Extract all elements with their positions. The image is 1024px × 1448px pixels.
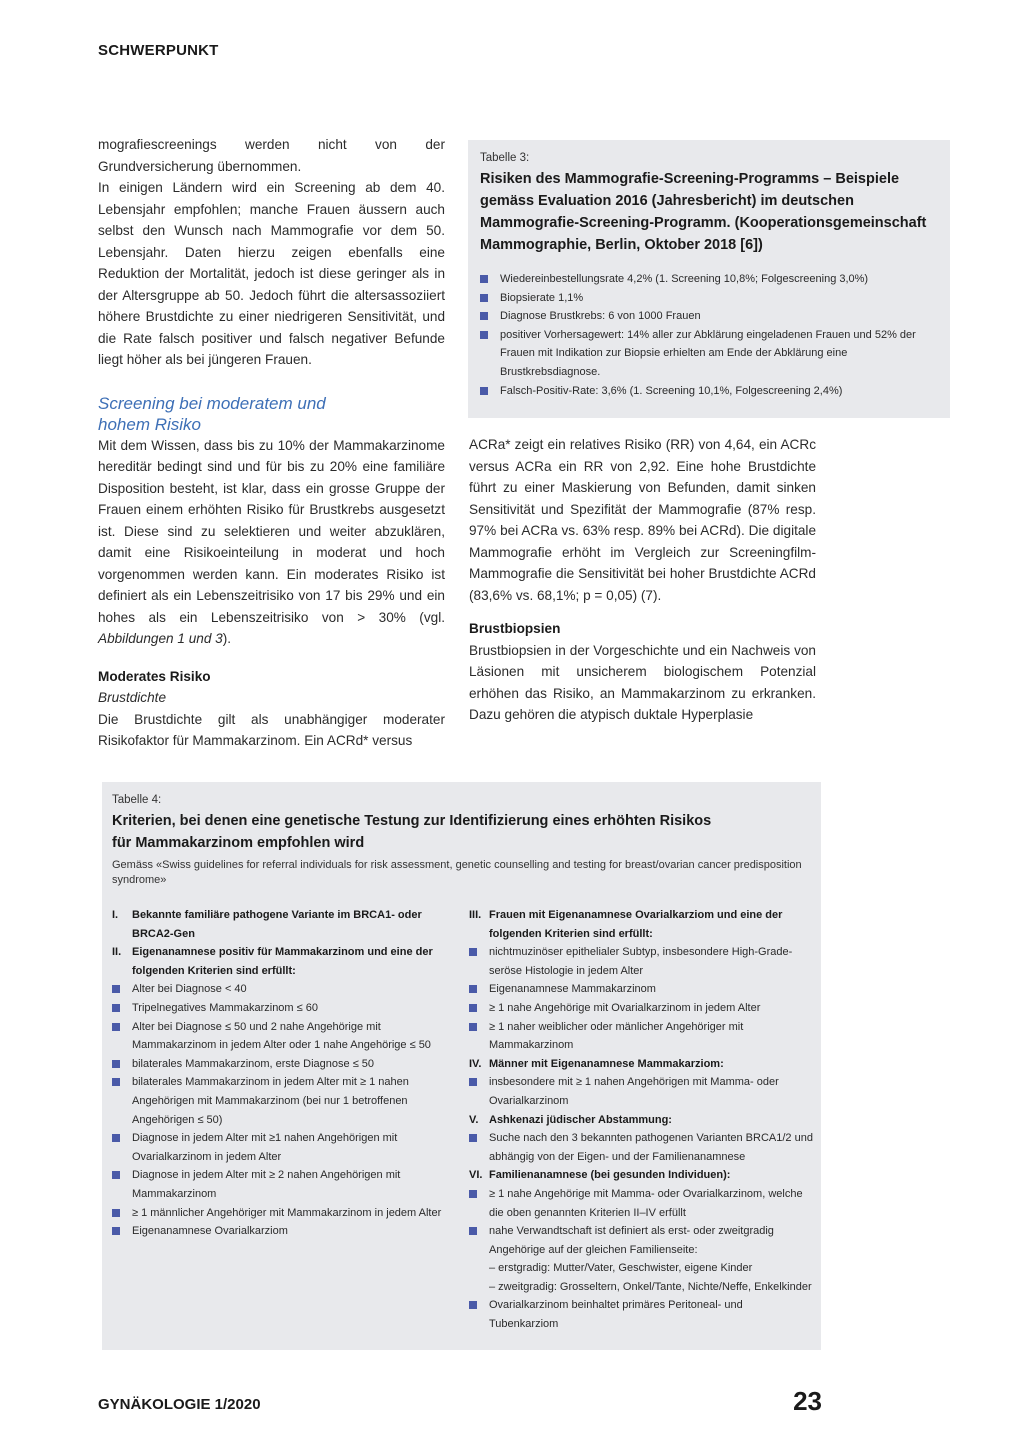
right-column [469, 434, 816, 726]
criterion-list [112, 980, 446, 1240]
list-item: Diagnose in jedem Alter mit ≥ 2 nahen Angehörigen mit Mammakarzinom [112, 1166, 446, 1203]
list-item: Biopsierate 1,1% [480, 289, 938, 308]
page-number: 23 [793, 1386, 822, 1416]
list-item: Alter bei Diagnose < 40 [112, 980, 446, 999]
criterion-heading: III. Frauen mit Eigenanamnese Ovarialkarziom und eine der folgenden Kriterien sind erfüllt: [469, 909, 783, 940]
table-title: Kriterien, bei denen eine genetische Testung zur Identifizierung eines erhöhten Risikos für Mammakarzinom empfohlen wird [112, 813, 712, 851]
list-item: Wiedereinbestellungsrate 4,2% (1. Screening 10,8%; Folgescreening 3,0%) [480, 270, 938, 289]
list-item: Ovarialkarzinom beinhaltet primäres Peritoneal- und Tubenkarziom [469, 1296, 813, 1333]
criterion-heading: II. Eigenanamnese positiv für Mammakarzinom und eine der folgenden Kriterien sind erfüllt: [112, 946, 433, 977]
paragraph: In einigen Ländern wird ein Screening ab dem 40. Lebensjahr empfohlen; manche Frauen äussern auch selbst den Wunsch nach Mammografie vor dem 50. Lebensjahr. Daten hierzu zeigen ebenfalls eine Reduktion der Mortalität, jedoch ist diese geringer als in der Altersgruppe ab 50. Jedoch führt die altersassoziiert höhere Brustdichte zu einer niedrigeren Sensitivität, und die Rate falsch positiver und falsch negativer Befunde liegt höher als bei jüngeren Frauen. [98, 180, 445, 367]
criterion-heading: V. Ashkenazi jüdischer Abstammung: [469, 1113, 672, 1126]
table-3-box [468, 140, 950, 418]
section-tag: SCHWERPUNKT [98, 42, 219, 59]
list-item: Alter bei Diagnose ≤ 50 und 2 nahe Angehörige mit Mammakarzinom in jedem Alter oder 1 nahe Angehörige ≤ 50 [112, 1018, 446, 1055]
paragraph: Brustbiopsien in der Vorgeschichte und ein Nachweis von Läsionen mit unsicherem biologischem Potenzial erhöhen das Risiko, an Mammakarzinom zu erkranken. Dazu gehören die atypisch duktale Hyperplasie [469, 642, 816, 722]
list-item: ≥ 1 männlicher Angehöriger mit Mammakarzinom in jedem Alter [112, 1204, 446, 1223]
criterion-list [469, 1073, 813, 1110]
list-item: Suche nach den 3 bekannten pathogenen Varianten BRCA1/2 und abhängig von der Eigen- und der Familienanamnese [469, 1129, 813, 1166]
criterion-heading: I. Bekannte familiäre pathogene Variante im BRCA1- oder BRCA2-Gen [112, 909, 422, 940]
criterion-heading: VI. Familienanamnese (bei gesunden Individuen): [469, 1169, 731, 1182]
table-subtitle: Gemäss «Swiss guidelines for referral individuals for risk assessment, genetic counselling and testing for breast/ovarian cancer predisposition syndrome» [112, 859, 802, 886]
table-title: Risiken des Mammografie-Screening-Programms – Beispiele gemäss Evaluation 2016 (Jahresbericht) im deutschen Mammografie-Screening-Programm. (Kooperationsgemeinschaft Mammographie, Berlin, Oktober 2018 [6]) [480, 171, 927, 253]
list-item: Diagnose Brustkrebs: 6 von 1000 Frauen [480, 307, 938, 326]
list-item: Eigenanamnese Mammakarzinom [469, 980, 813, 999]
dash-item: – zweitgradig: Grosseltern, Onkel/Tante, Nichte/Neffe, Enkelkinder [489, 1280, 812, 1293]
criterion-list [469, 943, 813, 1055]
list-item: Eigenanamnese Ovarialkarziom [112, 1222, 446, 1241]
table-label: Tabelle 3: [480, 152, 530, 164]
list-item: Falsch-Positiv-Rate: 3,6% (1. Screening 10,1%, Folgescreening 2,4%) [480, 382, 938, 401]
table-4-box [102, 782, 821, 1350]
paragraph: Die Brustdichte gilt als unabhängiger moderater Risikofaktor für Mammakarzinom. Ein ACRd* versus [98, 711, 445, 748]
heading-breast-biopsies: Brustbiopsien [469, 621, 561, 636]
list-item: ≥ 1 naher weiblicher oder mänlicher Angehöriger mit Mammakarzinom [469, 1018, 813, 1055]
table-4-left-column [112, 906, 446, 1241]
list-item: positiver Vorhersagewert: 14% aller zur Abklärung eingeladenen Frauen und 52% der Frauen mit Indikation zur Biopsie erhielten am Ende der Abklärung eine Brustkrebsdiagnose. [480, 326, 938, 382]
left-column-top [98, 134, 445, 752]
criterion-list [469, 1185, 813, 1259]
list-item: insbesondere mit ≥ 1 nahen Angehörigen mit Mamma- oder Ovarialkarzinom [469, 1073, 813, 1110]
list-item: ≥ 1 nahe Angehörige mit Ovarialkarzinom in jedem Alter [469, 999, 813, 1018]
list-item: ≥ 1 nahe Angehörige mit Mamma- oder Ovarialkarzinom, welche die oben genannten Kriterien II–IV erfüllt [469, 1185, 813, 1222]
dash-item: – erstgradig: Mutter/Vater, Geschwister, eigene Kinder [489, 1262, 753, 1275]
paragraph: ACRa* zeigt ein relatives Risiko (RR) von 4,64, ein ACRc versus ACRa ein RR von 2,92. Eine hohe Brustdichte führt zu einer Maskierung von Befunden, damit sinken Sensitivität und Spezifität der Mammografie (87% resp. 97% bei ACRa vs. 63% resp. 89% bei ACRd). Die digitale Mammografie erhöht im Vergleich zur Screeningfilm-Mammografie die Sensitivität bei hoher Brustdichte ACRd (83,6% vs. 68,1%; p = 0,05) (7). [469, 437, 816, 603]
criterion-heading: IV. Männer mit Eigenanamnese Mammakarziom: [469, 1057, 724, 1070]
paragraph: Mit dem Wissen, dass bis zu 10% der Mammakarzinome hereditär bedingt sind und für bis zu 20% eine familiäre Disposition besteht, ist klar, dass ein grosse Gruppe der Frauen einem erhöhten Risiko für Brustkrebs ausgesetzt ist. Diese sind zu selektieren und weiter abzuklären, damit eine Risikoeinteilung in moderat und hoch vorgenommen werden kann. Ein moderates Risiko ist definiert als ein Lebenszeitrisiko von 17 bis 29% und ein hohes als ein Lebenszeitrisiko von > 30% (vgl. Abbildungen 1 und 3). [98, 437, 445, 646]
journal-footer: GYNÄKOLOGIE 1/2020 [98, 1396, 261, 1413]
heading-breast-density: Brustdichte [98, 690, 167, 705]
table-label: Tabelle 4: [112, 794, 162, 806]
heading-moderate-risk: Moderates Risiko [98, 668, 211, 684]
list-item: nahe Verwandtschaft ist definiert als erst- oder zweitgradig Angehörige auf der gleichen Familienseite: [469, 1222, 813, 1259]
paragraph: mografiescreenings werden nicht von der Grundversicherung übernommen. [98, 137, 445, 174]
criterion-list [469, 1296, 813, 1333]
list-item: nichtmuzinöser epithelialer Subtyp, insbesondere High-Grade-seröse Histologie in jedem Alter [469, 943, 813, 980]
table-4-right-column [469, 906, 813, 1334]
list-item: bilaterales Mammakarzinom, erste Diagnose ≤ 50 [112, 1055, 446, 1074]
list-item: Diagnose in jedem Alter mit ≥1 nahen Angehörigen mit Ovarialkarzinom in jedem Alter [112, 1129, 446, 1166]
criterion-list [469, 1129, 813, 1166]
section-subheading: Screening bei moderatem und hohem Risiko [98, 393, 326, 434]
table-3-list [480, 270, 938, 400]
list-item: Tripelnegatives Mammakarzinom ≤ 60 [112, 999, 446, 1018]
list-item: bilaterales Mammakarzinom in jedem Alter mit ≥ 1 nahen Angehörigen mit Mammakarzinom (bei nur 1 betroffenen Angehörigen ≤ 50) [112, 1073, 446, 1129]
